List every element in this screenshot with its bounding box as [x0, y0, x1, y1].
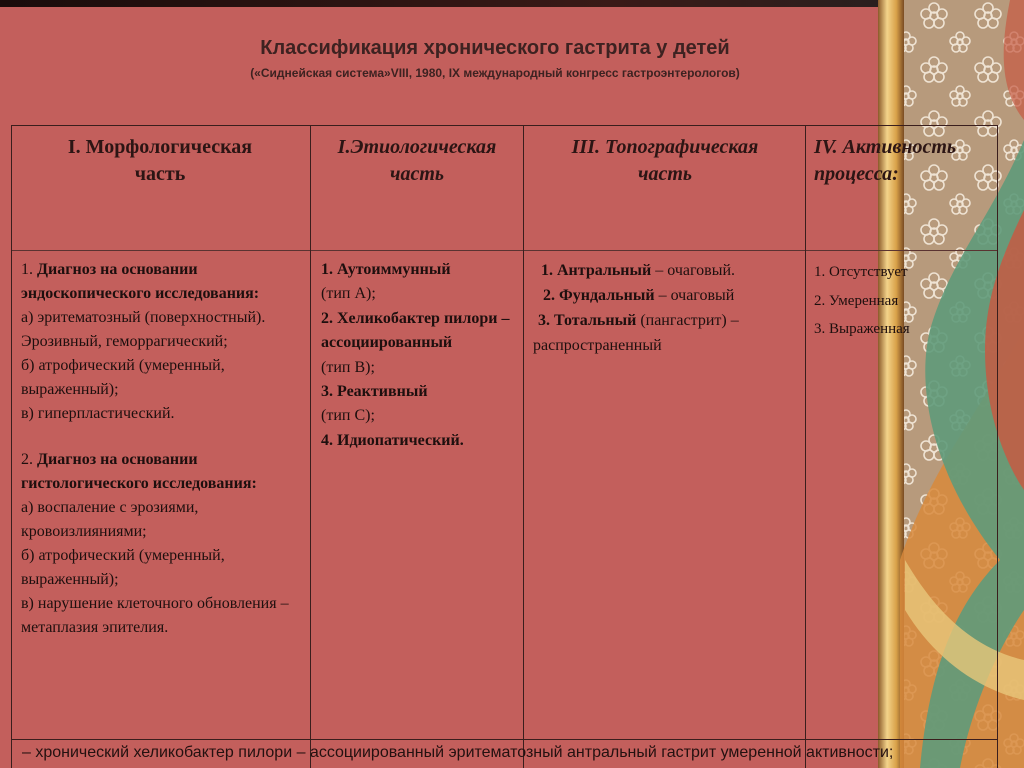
type-note: (тип В); — [321, 358, 375, 376]
list-item: б) атрофический (умеренный, выраженный); — [21, 547, 225, 588]
table-right-border — [997, 125, 998, 768]
list-item: 1. Аутоиммунный — [321, 261, 451, 278]
slide-subtitle: («Сиднейская система»VIII, 1980, IX международный конгресс гастроэнтерологов) — [250, 66, 740, 80]
list-item: 3. Выраженная — [814, 321, 910, 337]
list-item: б) атрофический (умеренный, выраженный); — [21, 357, 225, 398]
list-item: 3. Тотальный (пангастрит) – — [538, 312, 739, 329]
list-item: в) нарушение клеточного обновления – метаплазия эпителия. — [21, 595, 289, 636]
list-item: 2. Хеликобактер пилори – ассоциированный — [321, 309, 510, 352]
column-divider — [310, 125, 311, 768]
header-activity: IV. Активность процесса: — [814, 136, 957, 185]
list-item: 2. Умеренная — [814, 292, 899, 309]
header-etiological: I.Этиологическая часть — [337, 136, 497, 185]
diagnosis-example: – хронический хеликобактер пилори – ассоциированный эритематозный антральный гастрит умеренной активности; — [22, 744, 894, 761]
column-divider — [805, 125, 806, 768]
header-morphological: I. Морфологическая часть — [67, 136, 253, 185]
histological-diagnosis: 2. Диагноз на основании гистологического исследования: — [21, 451, 257, 492]
type-note: (тип А); — [321, 285, 376, 303]
table-bottom-border — [11, 739, 997, 740]
activity-cell — [814, 258, 994, 344]
endoscopic-diagnosis: 1. Диагноз на основании эндоскопического исследования: — [21, 261, 260, 302]
list-item-continuation: распространенный — [533, 337, 662, 354]
column-divider — [523, 125, 524, 768]
list-item: а) эритематозный (поверхностный). Эрозивный, геморрагический; — [21, 309, 266, 350]
slide-title: Классификация хронического гастрита у детей — [260, 37, 730, 59]
list-item: в) гиперпластический. — [21, 405, 175, 422]
list-item: 4. Идиопатический. — [321, 431, 464, 449]
table-left-border — [11, 125, 12, 768]
header-topographic: III. Топографическая часть — [571, 136, 759, 185]
list-item: 1. Отсутствует — [814, 264, 908, 280]
morphological-cell — [21, 258, 306, 640]
table-header-separator — [11, 250, 997, 251]
list-item: 1. Антральный – очаговый. — [541, 262, 735, 279]
list-item: а) воспаление с эрозиями, кровоизлияниями; — [21, 499, 199, 540]
list-item: 2. Фундальный – очаговый — [543, 287, 735, 304]
list-item: 3. Реактивный — [321, 383, 428, 401]
topographic-cell — [533, 258, 801, 358]
type-note: (тип С); — [321, 407, 375, 425]
etiological-cell — [321, 258, 516, 453]
table-top-border — [11, 125, 997, 126]
